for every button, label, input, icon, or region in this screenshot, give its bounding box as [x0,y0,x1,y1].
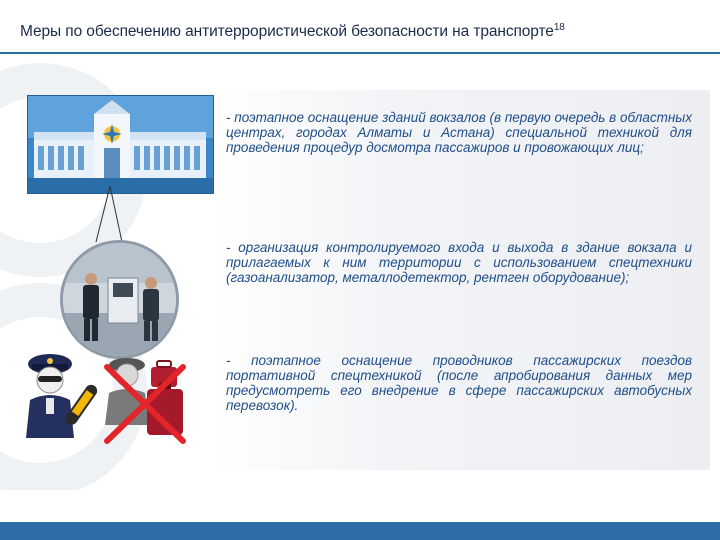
slide-number: 18 [553,22,565,33]
security-guard-icon [20,350,100,440]
bullet-entry-control: - организация контролируемого входа и выхода в здание вокзала и прилагаемых к ним территории с использованием спецтехники (газоанализатор, металлодетектор, рентген оборудование); [226,240,692,285]
callout-connector [90,186,150,246]
security-checkpoint-photo [60,240,179,359]
prohibited-luggage-icon [95,345,195,445]
slide-title: Меры по обеспечению антитеррористической безопасности на транспорте$^{18}$ [20,22,565,40]
bullet-stations: - поэтапное оснащение зданий вокзалов (в первую очередь в областных центрах, городах Алматы и Астана) специальной техникой для проведения процедур досмотра пассажиров и провожающих лиц; [226,110,692,155]
bullet-conductors: - поэтапное оснащение проводников пассажирских поездов портативной спецтехникой (после апробирования данных мер предусмотреть его внедрение в сфере пассажирских автобусных перевозок). [226,353,692,413]
footer-bar [0,522,720,540]
header-divider [0,52,720,54]
station-image [27,95,214,194]
